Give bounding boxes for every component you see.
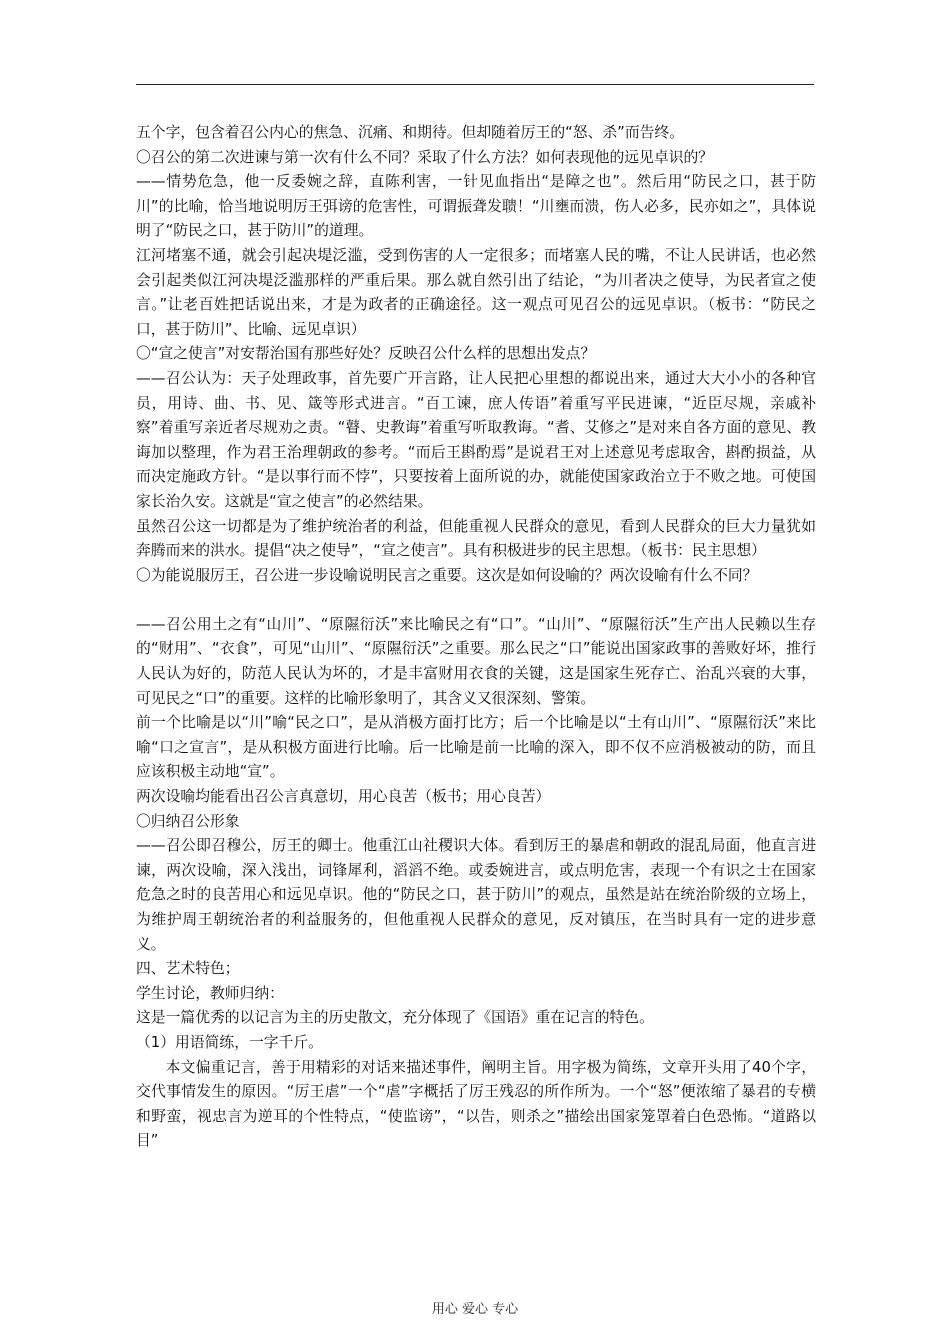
answer-paragraph: ——情势危急，他一反委婉之辞，直陈利害，一针见血指出“是障之也”。然后用“防民之口，甚于防川”的比喻，恰当地说明厉王弭谤的危害性，可谓振聋发聩！“川壅而溃，伤人必多，民亦如之”，具体说明了“防民之口，甚于防川”的道理。 [136,173,816,240]
paragraph: 五个字，包含着召公内心的焦急、沉痛、和期待。但却随着厉王的“怒、杀”而告终。 [136,124,685,141]
answer-paragraph: ——召公即召穆公，厉王的卿士。他重江山社稷识大体。看到厉王的暴虐和朝政的混乱局面，他直言进谏，两次设喻，深入浅出，词锋犀利，滔滔不绝。或委婉进言，或点明危害，表现一个有识之士在国家危急之时的良苦用心和远见卓识。他的“防民之口，甚于防川”的观点，虽然是站在统治阶级的立场上，为维护周王朝统治者的利益服务的，但他重视人民群众的意见，反对镇压，在当时具有一定的进步意义。 [136,837,816,953]
paragraph: 江河堵塞不通，就会引起决堤泛滥，受到伤害的人一定很多；而堵塞人民的嘴，不让人民讲话，也必然会引起类似江河决堤泛滥那样的严重后果。那么就自然引出了结论，“为川者决之使导，为民者宣之使言。”让老百姓把话说出来，才是为政者的正确途径。这一观点可见召公的远见卓识。（板书：“防民之口，甚于防川”、比喻、远见卓识） [136,246,816,338]
header-rule [136,84,814,85]
paragraph: 这是一篇优秀的以记言为主的历史散文，充分体现了《国语》重在记言的特色。 [136,1009,654,1027]
page-footer: 用心 爱心 专心 [431,1302,519,1317]
subheading: （1）用语简练，一字千斤。 [136,1033,323,1051]
paragraph: 虽然召公这一切都是为了维护统治者的利益，但能重视人民群众的意见，看到人民群众的巨大力量犹如奔腾而来的洪水。提倡“决之使导”，“宣之使言”。具有积极进步的民主思想。（板书：民主思想） [136,517,816,560]
question-paragraph: 〇为能说服厉王，召公进一步设喻说明民言之重要。这次是如何设喻的？两次设喻有什么不同？ [136,566,758,584]
paragraph: 两次设喻均能看出召公言真意切，用心良苦（板书；用心良苦） [136,788,551,806]
answer-paragraph: ——召公认为：天子处理政事，首先要广开言路，让人民把心里想的都说出来，通过大大小小的各种官员，用诗、曲、书、见、箴等形式进言。“百工谏，庶人传语”着重写平民进谏，“近臣尽规，亲戚补察”着重写亲近者尽规劝之责。“瞽、史教诲”着重写听取教诲。“耆、艾修之”是对来自各方面的意见、教诲加以整理，作为君王治理朝政的参考。“而后王斟酌焉”是说君王对上述意见考虑取舍，斟酌损益，从而决定施政方针。“是以事行而不悖”，只要按着上面所说的办，就能使国家政治立于不败之地。可使国家长治久安。这就是“宣之使言”的必然结果。 [136,369,816,510]
paragraph: 学生讨论，教师归纳： [136,984,284,1002]
question-paragraph: 〇归纳召公形象 [136,812,240,830]
paragraph: 本文偏重记言，善于用精彩的对话来描述事件，阐明主旨。用字极为简练，文章开头用了40个字，交代事情发生的原因。“厉王虐”一个“虐”字概括了厉王残忍的所作所为。一个“怒”便浓缩了暴君的专横和野蛮，视忠言为逆耳的个性特点，“使监谤”，“以告，则杀之”描绘出国家笼罩着白色恐怖。“道路以目” [136,1058,816,1150]
section-heading: 四、艺术特色； [136,960,240,978]
paragraph: 前一个比喻是以“川”喻“民之口”，是从消极方面打比方；后一个比喻是以“土有山川”、“原隰衍沃”来比喻“口之宣言”，是从积极方面进行比喻。后一比喻是前一比喻的深入，即不仅不应消极被动的防，而且应该积极主动地“宣”。 [136,714,816,781]
answer-paragraph: ——召公用土之有“山川”、“原隰衍沃”来比喻民之有“口”。“山川”、“原隰衍沃”生产出人民赖以生存的“财用”、“衣食”，可见“山川”、“原隰衍沃”之重要。那么民之“口”能说出国家政事的善败好坏，推行人民认为好的，防范人民认为坏的，才是丰富财用衣食的关键，这是国家生死存亡、治乱兴衰的大事，可见民之“口”的重要。这样的比喻形象明了，其含义又很深刻、警策。 [136,615,816,707]
question-paragraph: 〇召公的第二次进谏与第一次有什么不同？采取了什么方法？如何表现他的远见卓识的？ [136,148,714,166]
question-paragraph: 〇“宣之使言”对安帮治国有那些好处？反映召公什么样的思想出发点？ [136,345,596,363]
document-body [136,121,816,1154]
